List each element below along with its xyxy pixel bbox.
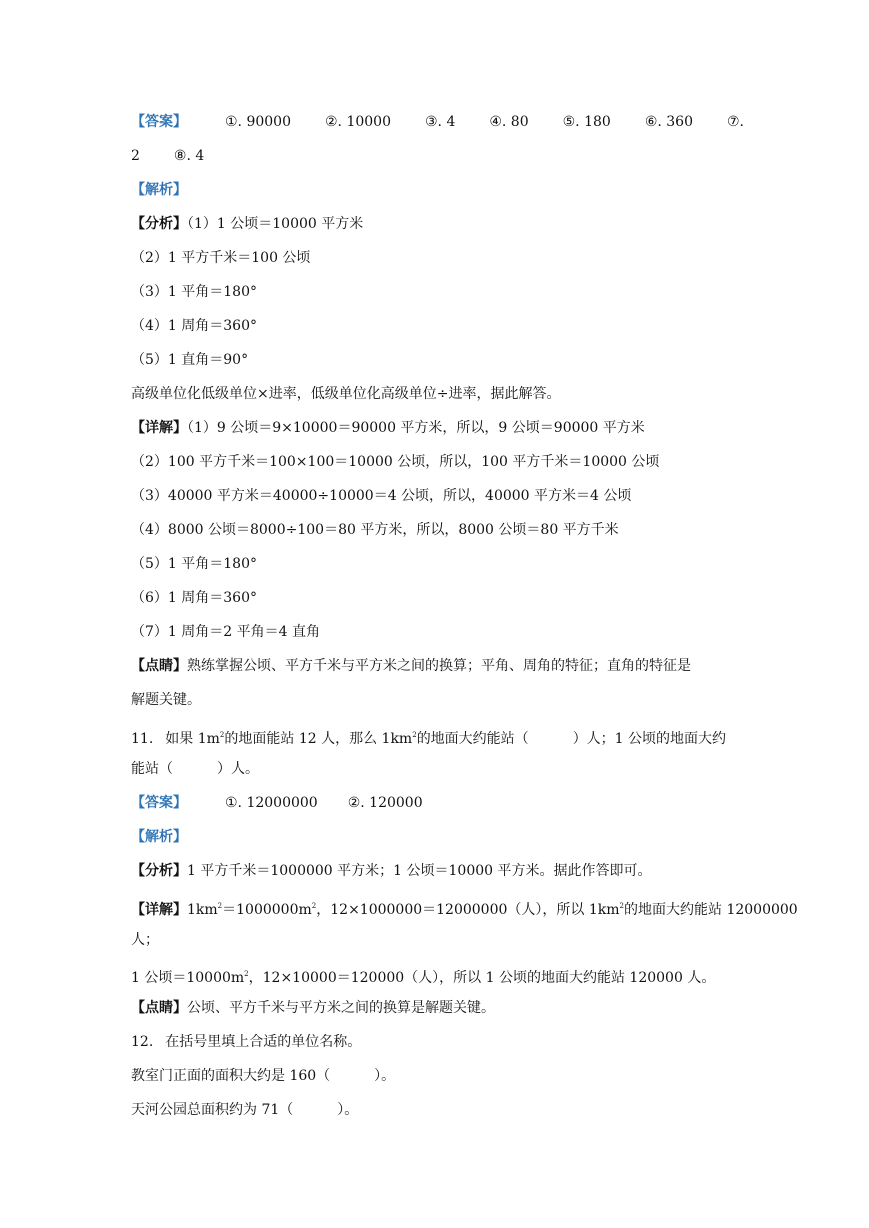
answer-item: ②. 10000 [325, 114, 391, 130]
q12-item [131, 1066, 395, 1086]
xiangjie-text: ＝1000000m [222, 902, 312, 918]
answer-tag: 【答案】 [131, 114, 187, 130]
superscript: 2 [219, 731, 225, 739]
question-text: 教室门正面的面积大约是 160（ [131, 1068, 331, 1084]
q11-fenxi [131, 861, 652, 881]
q12-question [131, 1032, 361, 1052]
fenxi-line: （3）1 平角＝180° [131, 284, 257, 300]
answer-item: ⑥. 360 [644, 114, 693, 130]
answer-item: ①. 12000000 [225, 795, 318, 811]
question-text: 的地面能站 12 人，那么 1km [224, 731, 413, 747]
question-text: ）人。 [217, 761, 259, 777]
fenxi-text: （1）1 公顷＝10000 平方米 [187, 216, 364, 232]
question-text: 天河公园总面积约为 71（ [131, 1102, 294, 1118]
question-text: ）。 [337, 1102, 359, 1118]
xiangjie-tag: 【详解】 [131, 902, 187, 918]
q11-question-cont [131, 759, 259, 779]
xiangjie-line: （2）100 平方千米＝100×100＝10000 公顷，所以，100 平方千米＝10000 公顷 [131, 454, 660, 470]
xiangjie-text: 1km [187, 902, 218, 918]
answer-item: ⑦. [727, 114, 745, 130]
q11-dianjing [131, 998, 495, 1018]
fenxi-text: 1 平方千米＝1000000 平方米；1 公顷＝10000 平方米。据此作答即可。 [187, 863, 652, 879]
question-number: 11. [131, 731, 154, 747]
question-text: 在括号里填上合适的单位名称。 [165, 1034, 362, 1050]
answer-tag: 【答案】 [131, 795, 187, 811]
xiangjie-text: （1）9 公顷＝9×10000＝90000 平方米，所以，9 公顷＝90000 平方米 [187, 420, 645, 436]
fenxi-tag: 【分析】 [131, 216, 187, 232]
question-text: 能站（ [131, 761, 173, 777]
xiangjie-text: 1 公顷＝10000m [131, 970, 245, 986]
q10-fenxi [131, 214, 363, 234]
q12-item [131, 1100, 358, 1120]
answer-item: ④. 80 [489, 114, 529, 130]
fenxi-line: （5）1 直角＝90° [131, 352, 249, 368]
answer-item: ⑧. 4 [173, 148, 205, 164]
q10-dianjing [131, 656, 691, 676]
superscript: 2 [217, 902, 223, 910]
q11-xiangjie [131, 896, 798, 916]
q10-xiangjie [131, 418, 645, 438]
xiangjie-text: ，12×10000＝120000（人），所以 1 公顷的地面大约能站 120000 人。 [248, 970, 716, 986]
question-text: 如果 1m [165, 731, 220, 747]
answer-item: 2 [131, 148, 140, 164]
answer-item: ②. 120000 [347, 795, 423, 811]
xiangjie-text: ，12×1000000＝12000000（人），所以 1km [316, 902, 620, 918]
xiangjie-line: （7）1 周角＝2 平角＝4 直角 [131, 624, 320, 640]
xiangjie-line: （3）40000 平方米＝40000÷10000＝4 公顷，所以，40000 平方米＝4 公顷 [131, 488, 632, 504]
question-number: 12. [131, 1034, 154, 1050]
xiangjie-tag: 【详解】 [131, 420, 187, 436]
superscript: 2 [619, 902, 624, 910]
dianjing-line: 解题关键。 [131, 692, 201, 708]
xiangjie-line [131, 964, 715, 984]
answer-item: ③. 4 [425, 114, 456, 130]
xiangjie-line: 人； [131, 932, 159, 948]
q11-question [131, 725, 726, 745]
dianjing-text: 公顷、平方千米与平方米之间的换算是解题关键。 [187, 1000, 495, 1016]
question-text: ）人；1 公顷的地面大约 [572, 731, 727, 747]
xiangjie-text: 的地面大约能站 12000000 [624, 902, 798, 918]
superscript: 2 [412, 731, 417, 739]
xiangjie-line: （5）1 平角＝180° [131, 556, 257, 572]
q11-answer-line [131, 793, 423, 813]
dianjing-tag: 【点睛】 [131, 658, 187, 674]
answer-item: ①. 90000 [225, 114, 291, 130]
xiangjie-line: （4）8000 公顷＝8000÷100＝80 平方米，所以，8000 公顷＝80 平方千米 [131, 522, 619, 538]
fenxi-tag: 【分析】 [131, 863, 187, 879]
q11-analysis-tag: 【解析】 [131, 829, 187, 845]
q10-analysis-tag: 【解析】 [131, 182, 187, 198]
superscript: 2 [244, 970, 249, 978]
dianjing-text: 熟练掌握公顷、平方千米与平方米之间的换算；平角、周角的特征；直角的特征是 [187, 658, 691, 674]
dianjing-tag: 【点睛】 [131, 1000, 187, 1016]
answer-item: ⑤. 180 [562, 114, 611, 130]
question-text: ）。 [374, 1068, 396, 1084]
fenxi-line: 高级单位化低级单位×进率，低级单位化高级单位÷进率，据此解答。 [131, 386, 561, 402]
xiangjie-line: （6）1 周角＝360° [131, 590, 257, 606]
question-text: 的地面大约能站（ [416, 731, 529, 747]
q10-answer-line [131, 112, 744, 132]
fenxi-line: （2）1 平方千米＝100 公顷 [131, 250, 311, 266]
fenxi-line: （4）1 周角＝360° [131, 318, 257, 334]
q10-answer-cont [131, 146, 204, 166]
superscript: 2 [311, 902, 317, 910]
